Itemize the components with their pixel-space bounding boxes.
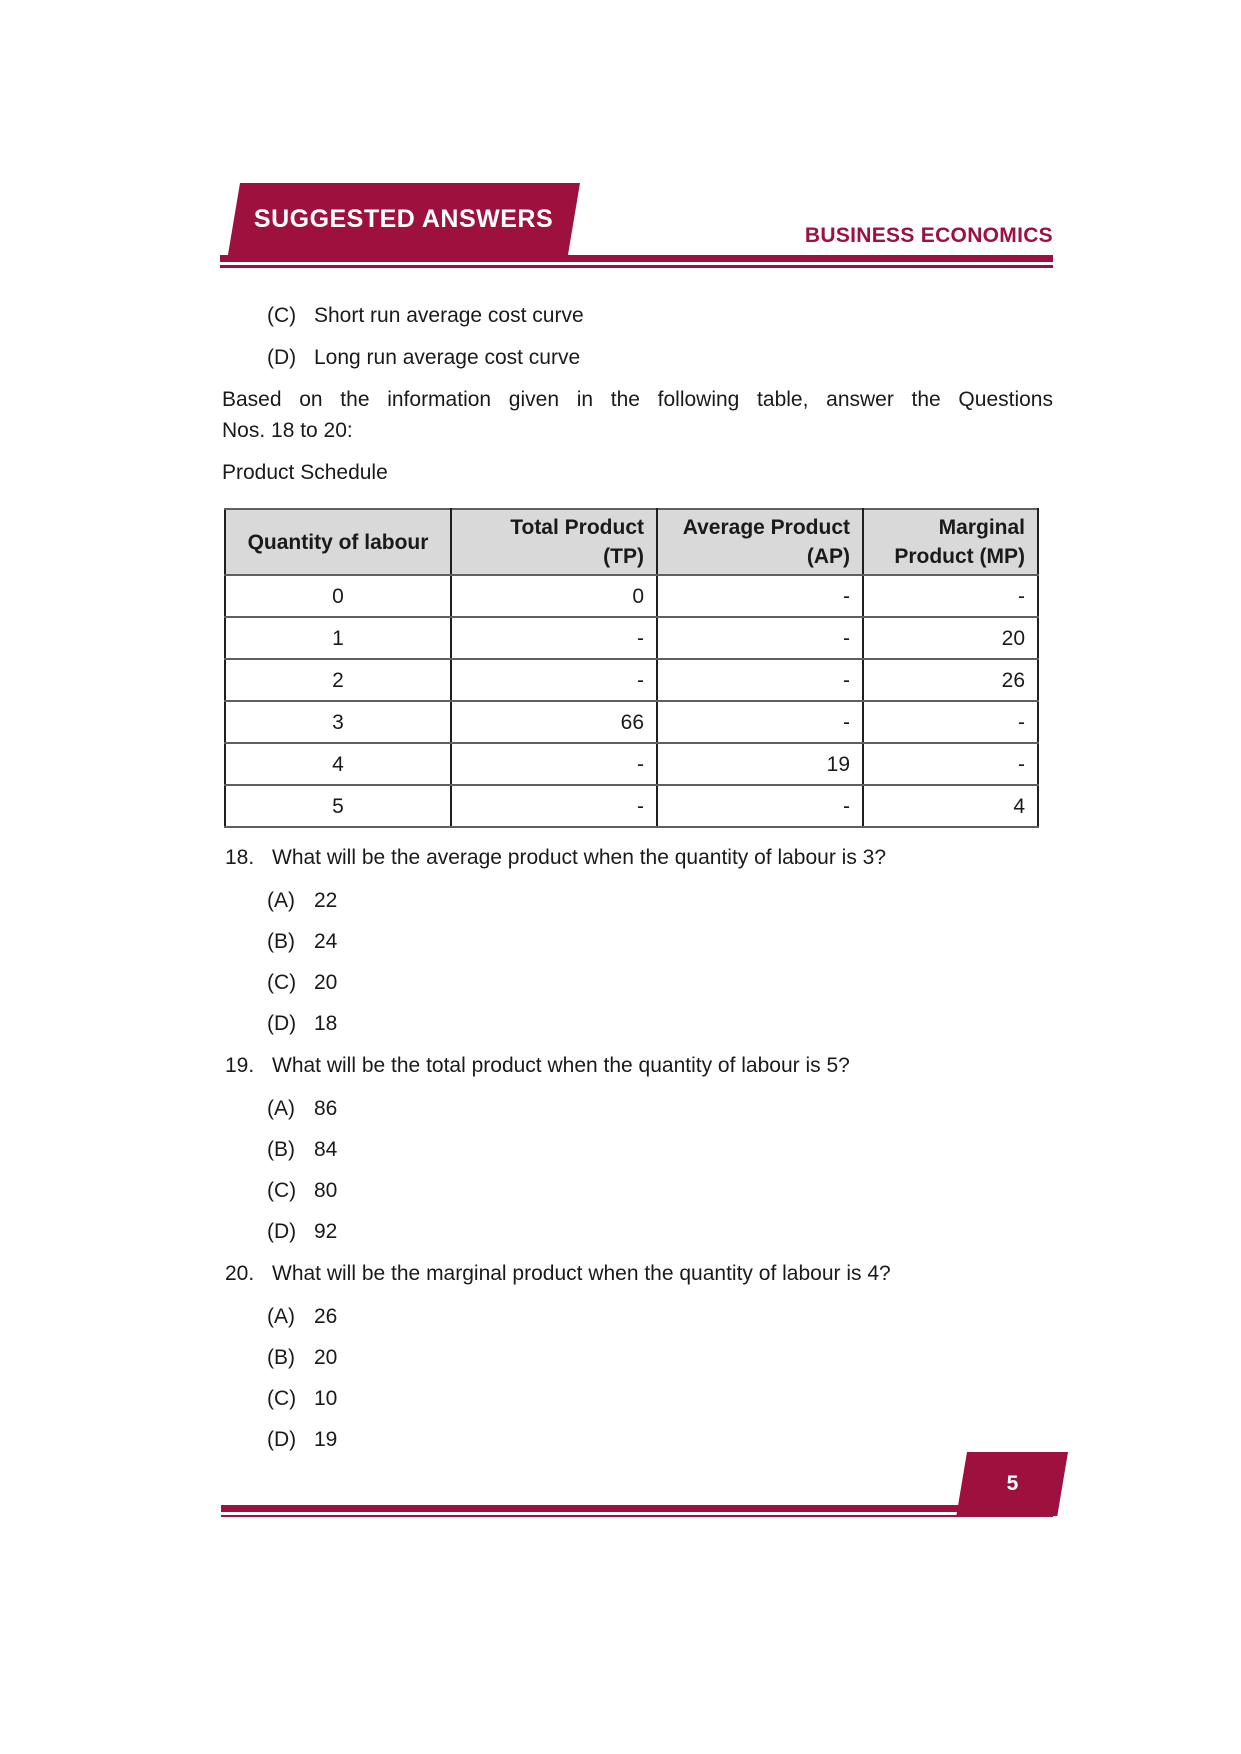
option-label: (C) xyxy=(267,1179,297,1202)
table-row xyxy=(225,575,1038,617)
cell-tp: 0 xyxy=(451,575,657,617)
question-20-option-b xyxy=(267,1344,1053,1372)
cell-quantity: 0 xyxy=(225,575,451,617)
column-header-total-product: Total Product (TP) xyxy=(451,509,657,575)
cell-mp: 20 xyxy=(863,617,1038,659)
option-label: (C) xyxy=(267,304,297,327)
question-text: What will be the total product when the quantity of labour is 5? xyxy=(272,1054,850,1077)
cell-mp: - xyxy=(863,743,1038,785)
page-number: 5 xyxy=(1006,1472,1018,1495)
question-number: 19. xyxy=(225,1054,255,1077)
option-text: 92 xyxy=(314,1220,338,1243)
option-label: (D) xyxy=(267,1428,297,1451)
table-caption: Product Schedule xyxy=(222,461,388,484)
cell-mp: 4 xyxy=(863,785,1038,827)
cell-mp: - xyxy=(863,701,1038,743)
cell-ap: - xyxy=(657,617,863,659)
cell-tp: - xyxy=(451,659,657,701)
question-20-option-a xyxy=(267,1303,1053,1331)
question-text: What will be the average product when the quantity of labour is 3? xyxy=(272,846,887,869)
option-label: (B) xyxy=(267,930,295,953)
option-text: 24 xyxy=(314,930,338,953)
question-20 xyxy=(222,1260,1053,1288)
instruction-line-2: Nos. 18 to 20: xyxy=(222,419,353,442)
table-row xyxy=(225,701,1038,743)
cell-quantity: 1 xyxy=(225,617,451,659)
cell-quantity: 2 xyxy=(225,659,451,701)
cell-tp: 66 xyxy=(451,701,657,743)
cell-ap: - xyxy=(657,785,863,827)
question-19-option-d xyxy=(267,1218,1053,1246)
option-label: (D) xyxy=(267,346,297,369)
header-rule-thin xyxy=(220,265,1053,268)
cell-tp: - xyxy=(451,617,657,659)
question-18-option-b xyxy=(267,928,1053,956)
option-text: 20 xyxy=(314,1346,338,1369)
instruction-paragraph xyxy=(222,384,1053,446)
page-content xyxy=(222,302,1053,1454)
cell-tp: - xyxy=(451,785,657,827)
question-text: What will be the marginal product when the quantity of labour is 4? xyxy=(272,1262,891,1285)
option-label: (D) xyxy=(267,1012,297,1035)
table-header-row xyxy=(225,509,1038,575)
option-label: (D) xyxy=(267,1220,297,1243)
table-row xyxy=(225,785,1038,827)
question-18-option-d xyxy=(267,1010,1053,1038)
cell-tp: - xyxy=(451,743,657,785)
question-20-option-c xyxy=(267,1385,1053,1413)
subject-title: BUSINESS ECONOMICS xyxy=(804,224,1053,247)
option-label: (B) xyxy=(267,1138,295,1161)
question-19-option-c xyxy=(267,1177,1053,1205)
footer-rule-thin xyxy=(221,1515,1053,1518)
question-18-option-a xyxy=(267,887,1053,915)
footer-rule-thick xyxy=(221,1505,1053,1512)
answer-option-c xyxy=(267,302,1053,330)
cell-ap: - xyxy=(657,701,863,743)
option-label: (A) xyxy=(267,1097,295,1120)
question-20-option-d xyxy=(267,1426,1053,1454)
question-18 xyxy=(222,844,1053,872)
banner-title: SUGGESTED ANSWERS xyxy=(254,204,554,233)
question-number: 20. xyxy=(225,1262,255,1285)
cell-quantity: 5 xyxy=(225,785,451,827)
answer-option-d xyxy=(267,344,1053,372)
option-text: 18 xyxy=(314,1012,338,1035)
option-text: Short run average cost curve xyxy=(314,304,584,327)
question-number: 18. xyxy=(225,846,255,869)
column-header-quantity: Quantity of labour xyxy=(225,509,451,575)
option-label: (A) xyxy=(267,1305,295,1328)
option-text: 80 xyxy=(314,1179,338,1202)
option-label: (C) xyxy=(267,971,297,994)
cell-mp: 26 xyxy=(863,659,1038,701)
option-label: (B) xyxy=(267,1346,295,1369)
header-rule-thick xyxy=(220,255,1053,262)
question-19-option-b xyxy=(267,1136,1053,1164)
option-text: 19 xyxy=(314,1428,338,1451)
product-schedule-table xyxy=(224,508,1039,828)
cell-ap: - xyxy=(657,659,863,701)
suggested-answers-banner xyxy=(228,183,580,255)
cell-quantity: 3 xyxy=(225,701,451,743)
cell-ap: - xyxy=(657,575,863,617)
question-19-option-a xyxy=(267,1095,1053,1123)
cell-ap: 19 xyxy=(657,743,863,785)
option-text: Long run average cost curve xyxy=(314,346,581,369)
instruction-line-1: Based on the information given in the following table, answer the Questions xyxy=(222,388,1053,411)
option-text: 26 xyxy=(314,1305,338,1328)
table-row xyxy=(225,659,1038,701)
cell-quantity: 4 xyxy=(225,743,451,785)
cell-mp: - xyxy=(863,575,1038,617)
option-text: 20 xyxy=(314,971,338,994)
question-19 xyxy=(222,1052,1053,1080)
option-label: (A) xyxy=(267,889,295,912)
option-text: 22 xyxy=(314,889,338,912)
option-label: (C) xyxy=(267,1387,297,1410)
option-text: 84 xyxy=(314,1138,338,1161)
column-header-marginal-product: Marginal Product (MP) xyxy=(863,509,1038,575)
table-row xyxy=(225,743,1038,785)
column-header-average-product: Average Product (AP) xyxy=(657,509,863,575)
option-text: 10 xyxy=(314,1387,338,1410)
page-number-tab xyxy=(956,1452,1068,1516)
option-text: 86 xyxy=(314,1097,338,1120)
question-18-option-c xyxy=(267,969,1053,997)
table-row xyxy=(225,617,1038,659)
